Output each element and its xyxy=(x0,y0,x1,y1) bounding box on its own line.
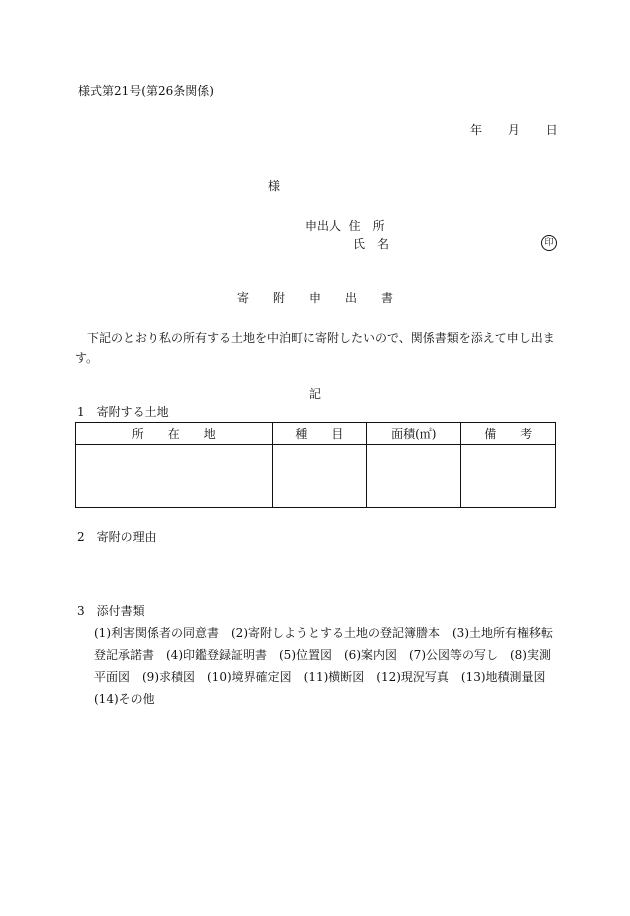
col-category: 種 目 xyxy=(272,423,367,445)
title-char: 寄 xyxy=(236,291,249,305)
date-year: 年 xyxy=(470,123,483,137)
date-month: 月 xyxy=(507,123,520,137)
document-title xyxy=(0,290,630,306)
name-label: 氏 名 xyxy=(353,237,390,251)
col-area: 面積(㎡) xyxy=(367,423,461,445)
address-label: 住 所 xyxy=(348,219,385,233)
applicant-address-row xyxy=(305,218,385,234)
land-table-row xyxy=(76,445,556,508)
applicant-label: 申出人 xyxy=(305,219,342,233)
date-line xyxy=(470,122,558,138)
title-char: 出 xyxy=(345,291,358,305)
section2-heading: 2 寄附の理由 xyxy=(77,530,157,544)
addressee-suffix: 様 xyxy=(268,179,281,193)
title-char: 書 xyxy=(381,291,394,305)
col-remarks: 備 考 xyxy=(461,423,556,445)
section1-heading: 1 寄附する土地 xyxy=(77,405,169,419)
section3-heading: 3 添付書類 xyxy=(77,604,145,618)
land-table xyxy=(75,422,556,508)
body-text: 下記のとおり私の所有する土地を中泊町に寄附したいので、関係書類を添えて申し出ます。 xyxy=(75,331,555,365)
attachments-list: (1)利害関係者の同意書 (2)寄附しようとする土地の登記簿謄本 (3)土地所有権移転登記承諾書 (4)印鑑登録証明書 (5)位置図 (6)案内図 (7)公図等の写し (8)実測平面図 (9)求積図 (10)境界確定図 (11)横断図 (12)現況写真 (13)地積測量図 (14)その他 xyxy=(94,626,558,706)
date-day: 日 xyxy=(545,123,558,137)
title-char: 附 xyxy=(272,291,285,305)
cell-category[interactable] xyxy=(272,445,367,508)
applicant-name-row xyxy=(353,236,389,252)
form-id: 様式第21号(第26条関係) xyxy=(78,84,214,98)
land-table-header xyxy=(76,423,556,445)
title-char: 申 xyxy=(308,291,321,305)
ki-heading: 記 xyxy=(308,387,321,401)
seal-mark: 印 xyxy=(541,235,557,251)
cell-location[interactable] xyxy=(76,445,273,508)
cell-remarks[interactable] xyxy=(461,445,556,508)
cell-area[interactable] xyxy=(367,445,461,508)
col-location: 所 在 地 xyxy=(76,423,273,445)
